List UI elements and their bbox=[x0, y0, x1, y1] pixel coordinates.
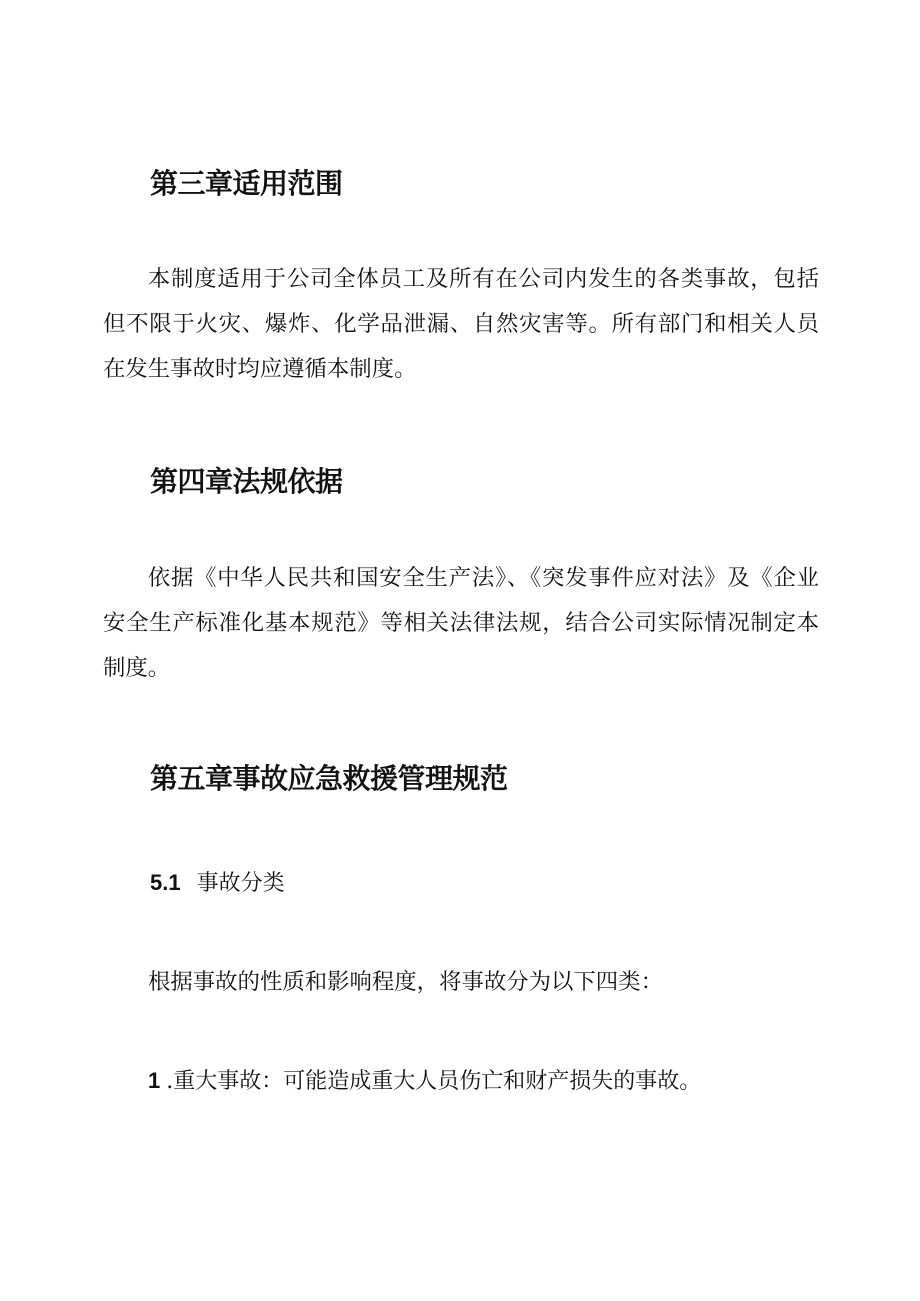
list-item-text: .重大事故：可能造成重大人员伤亡和财产损失的事故。 bbox=[166, 1069, 702, 1094]
list-item-number: 1 bbox=[148, 1068, 161, 1093]
classification-intro: 根据事故的性质和影响程度，将事故分为以下四类： bbox=[148, 969, 663, 995]
section-5-1-heading bbox=[150, 872, 285, 895]
chapter-4-title: 第四章法规依据 bbox=[150, 465, 343, 498]
chapter-3-title: 第三章适用范围 bbox=[150, 167, 343, 200]
chapter-4-body: 依据《中华人民共和国安全生产法》、《突发事件应对法》及《企业安全生产标准化基本规范》等相关法律法规，结合公司实际情况制定本制度。 bbox=[103, 565, 819, 681]
list-item bbox=[148, 1070, 701, 1093]
section-number: 5.1 bbox=[150, 870, 181, 895]
section-title: 事故分类 bbox=[196, 871, 285, 896]
chapter-5-title: 第五章事故应急救援管理规范 bbox=[150, 762, 508, 795]
chapter-3-body: 本制度适用于公司全体员工及所有在公司内发生的各类事故，包括但不限于火灾、爆炸、化学品泄漏、自然灾害等。所有部门和相关人员在发生事故时均应遵循本制度。 bbox=[103, 266, 819, 382]
